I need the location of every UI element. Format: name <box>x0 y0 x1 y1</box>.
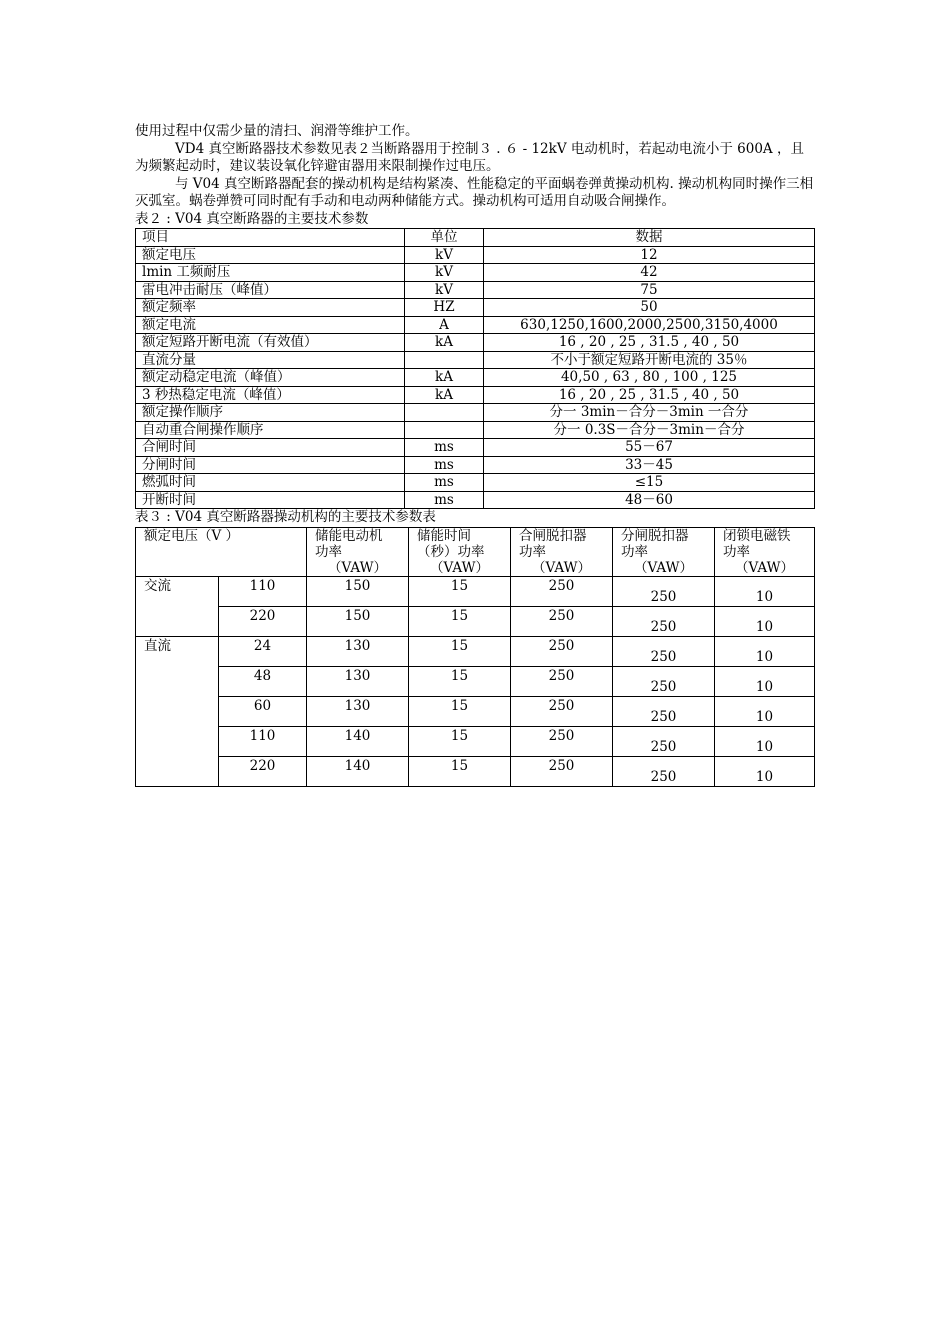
table2-cell: 直流分量 <box>136 351 405 369</box>
table2-cell: 33－45 <box>484 456 815 474</box>
table-row <box>136 386 815 404</box>
table3-cell: 15 <box>409 576 511 606</box>
table2-cell: 额定频率 <box>136 299 405 317</box>
table3-cell: 15 <box>409 756 511 786</box>
table2-cell: ms <box>405 456 484 474</box>
table2-cell: 48－60 <box>484 491 815 509</box>
table3-cell: 130 <box>307 636 409 666</box>
table3-header-line: （秒）功率 <box>417 543 485 560</box>
table2-cell: 燃弧时间 <box>136 474 405 492</box>
table3-header-cell <box>136 527 307 576</box>
table3-header-row <box>136 527 815 576</box>
table2-cell: 额定操作顺序 <box>136 404 405 422</box>
table3-cell: 10 <box>715 576 815 606</box>
table3-header-line: （VAW） <box>735 559 794 576</box>
table3-header-line: 分闸脱扣器 <box>621 527 689 544</box>
table3-cell: 15 <box>409 666 511 696</box>
paragraph-vd4-params: VD4 真空断路器技术参数见表２当断路器用于控制３ . ６ - 12kV 电动机时，若起动电流小于 600A ，且为频繁起动时，建议装设氧化锌避宙器用来限制操作过电压。 <box>135 140 804 174</box>
table3-cell: 10 <box>715 756 815 786</box>
table3-cell: 110 <box>219 576 307 606</box>
table3-cell: 250 <box>613 606 715 636</box>
table-row <box>136 696 815 726</box>
table3-cell: 220 <box>219 606 307 636</box>
table3-cell: 250 <box>511 756 613 786</box>
table2-cell: 16 , 20 , 25 , 31.5 , 40 , 50 <box>484 386 815 404</box>
table3-cell: 250 <box>613 576 715 606</box>
table2-cell: 自动重合闸操作顺序 <box>136 421 405 439</box>
table2-cell: 额定电流 <box>136 316 405 334</box>
table3-cell: 250 <box>511 726 613 756</box>
table3-header-line: 额定电压（V ） <box>144 527 240 544</box>
table3-cell: 130 <box>307 696 409 726</box>
table3-header-line: 功率 <box>723 543 750 560</box>
table3-cell: 250 <box>511 696 613 726</box>
table3-cell: 150 <box>307 576 409 606</box>
table2-cell: kA <box>405 334 484 352</box>
table3-cell: 250 <box>511 666 613 696</box>
table3-cell: 48 <box>219 666 307 696</box>
table-row <box>136 316 815 334</box>
table-row <box>136 281 815 299</box>
table3-cell: 250 <box>511 636 613 666</box>
table2-cell: ms <box>405 474 484 492</box>
table2-cell: 雷电冲击耐压（峰值） <box>136 281 405 299</box>
table2-cell: 42 <box>484 264 815 282</box>
table-row <box>136 334 815 352</box>
table3-cell: 10 <box>715 636 815 666</box>
table2-cell: 额定电压 <box>136 246 405 264</box>
table-row <box>136 351 815 369</box>
paragraph-maintenance: 使用过程中仅需少量的清扫、润滑等维护工作。 <box>135 123 419 139</box>
table2-header-cell: 单位 <box>405 229 484 247</box>
table2-header-row <box>136 229 815 247</box>
table2-cell: 开断时间 <box>136 491 405 509</box>
table3-header-line: 功率 <box>315 543 342 560</box>
table2-header-cell: 项目 <box>136 229 405 247</box>
table2-cell: 40,50 , 63 , 80 , 100 , 125 <box>484 369 815 387</box>
table2-caption: 表２ : V04 真空断路器的主要技术参数 <box>135 210 369 227</box>
paragraph-mechanism: 与 V04 真空断路器配套的操动机构是结构紧凑、性能稳定的平面蜗卷弹黄操动机构. 操动机构同时操作三相灭弧室。蜗卷弹赞可同时配有手动和电动两种储能方式。操动机构可适用自动吸合闸操作。 <box>135 175 814 209</box>
table2-cell: A <box>405 316 484 334</box>
table-row <box>136 474 815 492</box>
table-row <box>136 636 815 666</box>
table-row <box>136 404 815 422</box>
table2-cell: 额定动稳定电流（峰值） <box>136 369 405 387</box>
table3-cell: 140 <box>307 726 409 756</box>
table-row <box>136 439 815 457</box>
table2-cell <box>405 421 484 439</box>
table-row <box>136 299 815 317</box>
table2-cell: lmin 工频耐压 <box>136 264 405 282</box>
table3-cell: 15 <box>409 606 511 636</box>
table2-cell: 分一 3min－合分－3min 一合分 <box>484 404 815 422</box>
table-row <box>136 726 815 756</box>
table2-cell: 合闸时间 <box>136 439 405 457</box>
table2-cell: 16 , 20 , 25 , 31.5 , 40 , 50 <box>484 334 815 352</box>
table3-cell: 15 <box>409 726 511 756</box>
table3-header-cell <box>613 527 715 576</box>
table3-header-cell <box>409 527 511 576</box>
table3-header-line: 功率 <box>621 543 648 560</box>
table3-cell: 10 <box>715 606 815 636</box>
table-row <box>136 456 815 474</box>
table-row <box>136 421 815 439</box>
table2-cell <box>405 404 484 422</box>
document-page <box>135 123 815 787</box>
table2-cell: ≤15 <box>484 474 815 492</box>
table2-main-parameters <box>135 228 815 509</box>
table3-cell: 150 <box>307 606 409 636</box>
table3-header-cell <box>511 527 613 576</box>
table-row <box>136 756 815 786</box>
table3-header-line: （VAW） <box>430 559 489 576</box>
table-row <box>136 369 815 387</box>
table3-header-cell <box>307 527 409 576</box>
table3-cell: 15 <box>409 696 511 726</box>
table3-caption: 表３ : V04 真空断路器操动机构的主要技术参数表 <box>135 509 436 525</box>
table3-header-line: 合闸脱扣器 <box>519 527 587 544</box>
table3-cell: 15 <box>409 636 511 666</box>
table3-cell: 140 <box>307 756 409 786</box>
table2-cell: 分闸时间 <box>136 456 405 474</box>
table-row <box>136 491 815 509</box>
table3-header-line: 功率 <box>519 543 546 560</box>
table-row <box>136 264 815 282</box>
table2-cell: 55－67 <box>484 439 815 457</box>
table3-header-line: 储能时间 <box>417 527 471 544</box>
table3-cell: 250 <box>511 606 613 636</box>
table3-type-cell: 交流 <box>136 576 219 636</box>
table2-cell: 50 <box>484 299 815 317</box>
table2-cell: 12 <box>484 246 815 264</box>
table3-cell: 220 <box>219 756 307 786</box>
table3-cell: 250 <box>613 756 715 786</box>
table-row <box>136 606 815 636</box>
table2-cell: 分一 0.3S－合分－3min－合分 <box>484 421 815 439</box>
table2-header-cell: 数据 <box>484 229 815 247</box>
table3-cell: 10 <box>715 666 815 696</box>
table2-cell: 3 秒热稳定电流（峰值） <box>136 386 405 404</box>
table3-header-line: 闭锁电磁铁 <box>723 527 791 544</box>
table3-cell: 130 <box>307 666 409 696</box>
table3-header-line: （VAW） <box>532 559 591 576</box>
table3-mechanism-parameters <box>135 527 815 787</box>
table3-header-line: （VAW） <box>634 559 693 576</box>
table2-cell: 不小于额定短路开断电流的 35％ <box>484 351 815 369</box>
table2-cell <box>405 351 484 369</box>
table2-cell: kV <box>405 281 484 299</box>
table2-cell: kV <box>405 246 484 264</box>
table3-cell: 250 <box>511 576 613 606</box>
table3-header-line: 储能电动机 <box>315 527 383 544</box>
table3-cell: 24 <box>219 636 307 666</box>
table-row <box>136 246 815 264</box>
table3-cell: 250 <box>613 696 715 726</box>
table3-cell: 10 <box>715 726 815 756</box>
table2-cell: ms <box>405 439 484 457</box>
table2-cell: ms <box>405 491 484 509</box>
table2-cell: kV <box>405 264 484 282</box>
table2-cell: HZ <box>405 299 484 317</box>
table3-header-line: （VAW） <box>328 559 387 576</box>
table3-cell: 10 <box>715 696 815 726</box>
table3-type-cell: 直流 <box>136 636 219 786</box>
table2-cell: kA <box>405 369 484 387</box>
table-row <box>136 576 815 606</box>
table3-cell: 250 <box>613 666 715 696</box>
table2-cell: 75 <box>484 281 815 299</box>
table3-cell: 250 <box>613 636 715 666</box>
table3-cell: 250 <box>613 726 715 756</box>
table3-cell: 110 <box>219 726 307 756</box>
table2-cell: 额定短路开断电流（有效值） <box>136 334 405 352</box>
table2-cell: kA <box>405 386 484 404</box>
table3-cell: 60 <box>219 696 307 726</box>
table3-header-cell <box>715 527 815 576</box>
table2-cell: 630,1250,1600,2000,2500,3150,4000 <box>484 316 815 334</box>
table-row <box>136 666 815 696</box>
